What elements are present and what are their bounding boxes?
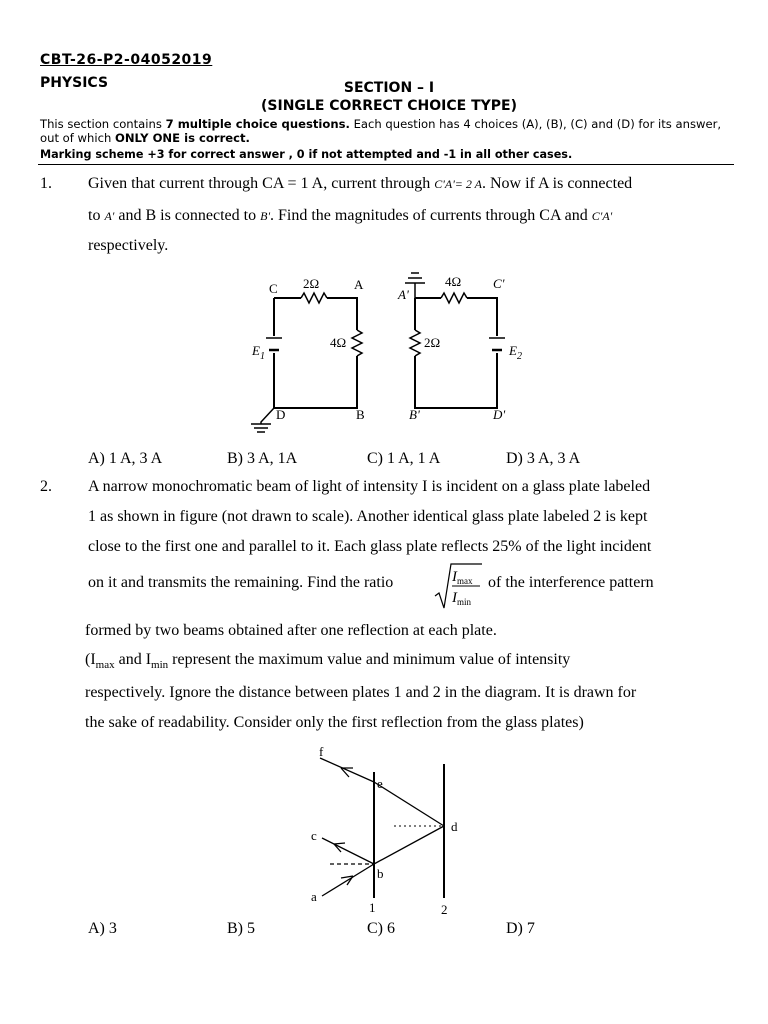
emf-letter: E xyxy=(252,343,260,358)
question-2-number: 2. xyxy=(40,478,52,495)
question-1-text: Given that current through CA = 1 A, current through xyxy=(88,175,435,192)
emf-letter: E xyxy=(509,343,517,358)
emf-subscript: 2 xyxy=(516,351,522,362)
wire xyxy=(274,353,357,408)
question-2-option-a[interactable]: A) 3 xyxy=(88,920,117,937)
subject-title: PHYSICS xyxy=(40,75,109,91)
node-label-a: A xyxy=(354,277,364,292)
wire xyxy=(415,353,497,408)
node-label-d: D xyxy=(276,407,286,422)
node-label-b: B xyxy=(356,407,365,422)
question-2-diagram xyxy=(0,740,768,920)
question-2-text: (I xyxy=(85,651,96,668)
question-1-line xyxy=(88,207,612,225)
ray-label-f: f xyxy=(319,744,324,759)
resistor-2-ohm xyxy=(410,330,420,356)
marking-scheme: Marking scheme +3 for correct answer , 0 if not attempted and -1 in all other cases. xyxy=(40,148,573,161)
question-1-text: and B is connected to xyxy=(114,207,261,224)
question-1-circuits xyxy=(0,260,768,445)
node-label-b-prime: B' xyxy=(409,407,420,422)
question-1-symbol: C'A'= 2 A xyxy=(434,177,482,191)
question-1-option-a[interactable]: A) 1 A, 3 A xyxy=(88,450,163,467)
ray-label-c: c xyxy=(311,828,317,843)
question-2-text: respectively. Ignore the distance between plates 1 and 2 in the diagram. It is drawn for xyxy=(85,684,637,701)
resistor-label: 4Ω xyxy=(330,335,347,350)
ratio-denominator-subscript: min xyxy=(457,597,472,607)
question-2-line xyxy=(85,651,570,671)
section-type: (SINGLE CORRECT CHOICE TYPE) xyxy=(261,98,517,114)
plate-label-2: 2 xyxy=(441,902,448,917)
question-2-text: and I xyxy=(114,651,152,668)
ray-ab xyxy=(322,864,374,896)
ground-symbol xyxy=(251,424,271,432)
question-2-option-d[interactable]: D) 7 xyxy=(506,920,535,937)
resistor-4-ohm xyxy=(352,330,362,356)
ray-bc xyxy=(322,838,374,864)
emf-label xyxy=(251,343,265,362)
question-1-text: to xyxy=(88,207,105,224)
question-1-symbol: C'A' xyxy=(591,209,613,223)
resistor-label: 2Ω xyxy=(303,276,320,291)
question-2-text: of the interference pattern xyxy=(488,574,654,591)
wire xyxy=(327,298,357,330)
point-label-d: d xyxy=(451,819,458,834)
question-2-text: 1 as shown in figure (not drawn to scale). Another identical glass plate labeled 2 is kept xyxy=(88,508,648,525)
section-instructions xyxy=(40,117,740,145)
question-2-text: represent the maximum value and minimum value of intensity xyxy=(168,651,571,668)
ratio-denominator-symbol: I xyxy=(452,590,457,606)
plate-label-1: 1 xyxy=(369,900,376,915)
question-1-text: respectively. xyxy=(88,237,169,254)
instructions-only-one: ONLY ONE xyxy=(115,131,181,145)
ray-ed xyxy=(374,782,444,826)
ratio-numerator-subscript: max xyxy=(457,576,473,586)
section-title: SECTION – I xyxy=(343,80,435,96)
question-1-number: 1. xyxy=(40,175,52,192)
resistor-2-ohm xyxy=(301,293,327,303)
instructions-text: is correct. xyxy=(180,131,250,145)
arrowhead-c xyxy=(334,843,345,852)
question-1-symbol: B' xyxy=(260,209,271,223)
question-1-line xyxy=(88,175,632,193)
question-2-text: the sake of readability. Consider only the first reflection from the glass plates) xyxy=(85,714,584,731)
instructions-count: 7 multiple choice questions. xyxy=(165,117,350,131)
emf-subscript: 1 xyxy=(259,351,265,362)
ray-label-a: a xyxy=(311,889,317,904)
question-1-option-c[interactable]: C) 1 A, 1 A xyxy=(367,450,441,467)
point-label-b: b xyxy=(377,866,384,881)
question-2-text: formed by two beams obtained after one reflection at each plate. xyxy=(85,622,497,639)
question-1-text: . Now if A is connected xyxy=(481,175,633,192)
ground-wire xyxy=(261,408,274,424)
ray-bd xyxy=(374,826,444,864)
question-2-option-b[interactable]: B) 5 xyxy=(227,920,255,937)
instructions-text: Each question has 4 choices (A), (B), (C) and (D) for its answer, out of which xyxy=(40,117,722,145)
question-2-text: A narrow monochromatic beam of light of intensity I is incident on a glass plate labeled xyxy=(88,478,651,495)
question-1-option-d[interactable]: D) 3 A, 3 A xyxy=(506,450,581,467)
ratio-denominator xyxy=(451,590,472,607)
ratio-numerator-symbol: I xyxy=(452,569,457,585)
node-label-c: C xyxy=(269,281,278,296)
subscript: max xyxy=(95,659,115,672)
wire xyxy=(467,298,497,336)
question-1-text: . Find the magnitudes of currents through CA and xyxy=(270,207,592,224)
ground-symbol xyxy=(405,273,425,283)
ratio-sqrt-expression xyxy=(434,562,484,610)
paper-code: CBT-26-P2-04052019 xyxy=(40,52,213,68)
question-2-option-c[interactable]: C) 6 xyxy=(367,920,395,937)
ray-ef xyxy=(320,758,374,782)
node-label-d-prime: D' xyxy=(493,407,506,422)
resistor-label: 2Ω xyxy=(424,335,441,350)
question-2-text: on it and transmits the remaining. Find the ratio xyxy=(88,574,394,591)
resistor-4-ohm xyxy=(441,293,467,303)
instructions-text: This section contains xyxy=(40,117,166,131)
subscript: min xyxy=(151,659,169,672)
question-2-text: close to the first one and parallel to it. Each glass plate reflects 25% of the light incident xyxy=(88,538,652,555)
resistor-label: 4Ω xyxy=(445,274,462,289)
header-divider xyxy=(38,164,734,165)
emf-label xyxy=(508,343,522,362)
question-1-symbol: A' xyxy=(104,209,115,223)
point-label-e: e xyxy=(377,776,383,791)
ratio-numerator xyxy=(451,569,473,586)
question-1-option-b[interactable]: B) 3 A, 1A xyxy=(227,450,298,467)
node-label-c-prime: C' xyxy=(493,276,505,291)
node-label-a-prime: A' xyxy=(398,287,409,302)
